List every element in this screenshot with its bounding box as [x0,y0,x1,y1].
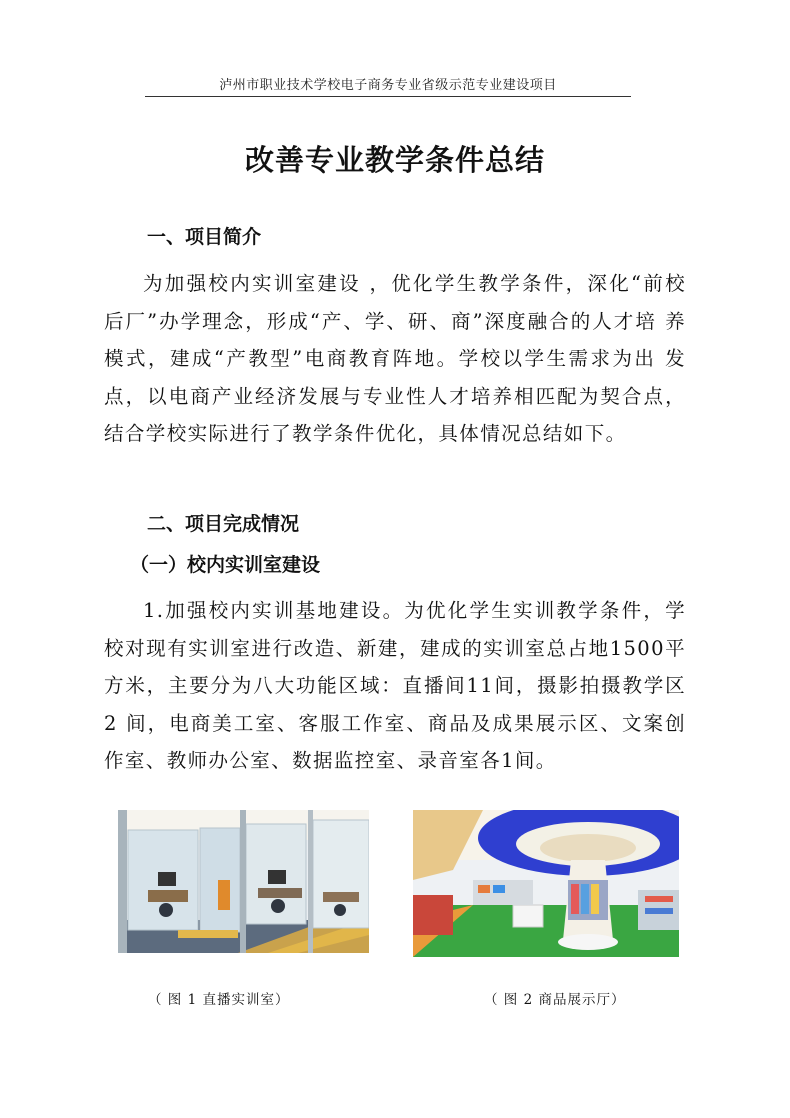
document-title: 改善专业教学条件总结 [244,143,545,177]
figure-1-image [118,810,369,953]
section-heading-1: 一、项目简介 [147,226,262,248]
section-heading-2: 二、项目完成情况 [147,513,300,535]
figure-2-image [413,810,679,957]
section-1-paragraph: 为加强校内实训室建设 ，优化学生教学条件，深化“前校 后厂”办学理念，形成“产、学、研、商”深度融合的人才培 养模式，建成“产教型”电商教育阵地。学校以学生需求为出 发点，以电商产业经济发展与专业性人才培养相匹配为契合点，结合学校实际进行了教学条件优化，具体情况总结如下。 [104,272,686,445]
section-2-paragraph: 1.加强校内实训基地建设。为优化学生实训教学条件，学校对现有实训室进行改造、新建，建成的实训室总占地1500平方米，主要分为八大功能区域：直播间11间，摄影拍摄教学区 2 间，电商美工室、客服工作室、商品及成果展示区、文案创作室、教师办公室、数据监控室、录音室各1间。 [104,599,686,772]
subsection-heading: （一）校内实训室建设 [130,554,321,576]
header-divider [145,96,631,97]
figure-2-caption: （ 图 2 商品展示厅） [484,992,626,1008]
page-header: 泸州市职业技术学校电子商务专业省级示范专业建设项目 [219,78,557,93]
figure-1-caption: （ 图 1 直播实训室） [148,992,290,1008]
